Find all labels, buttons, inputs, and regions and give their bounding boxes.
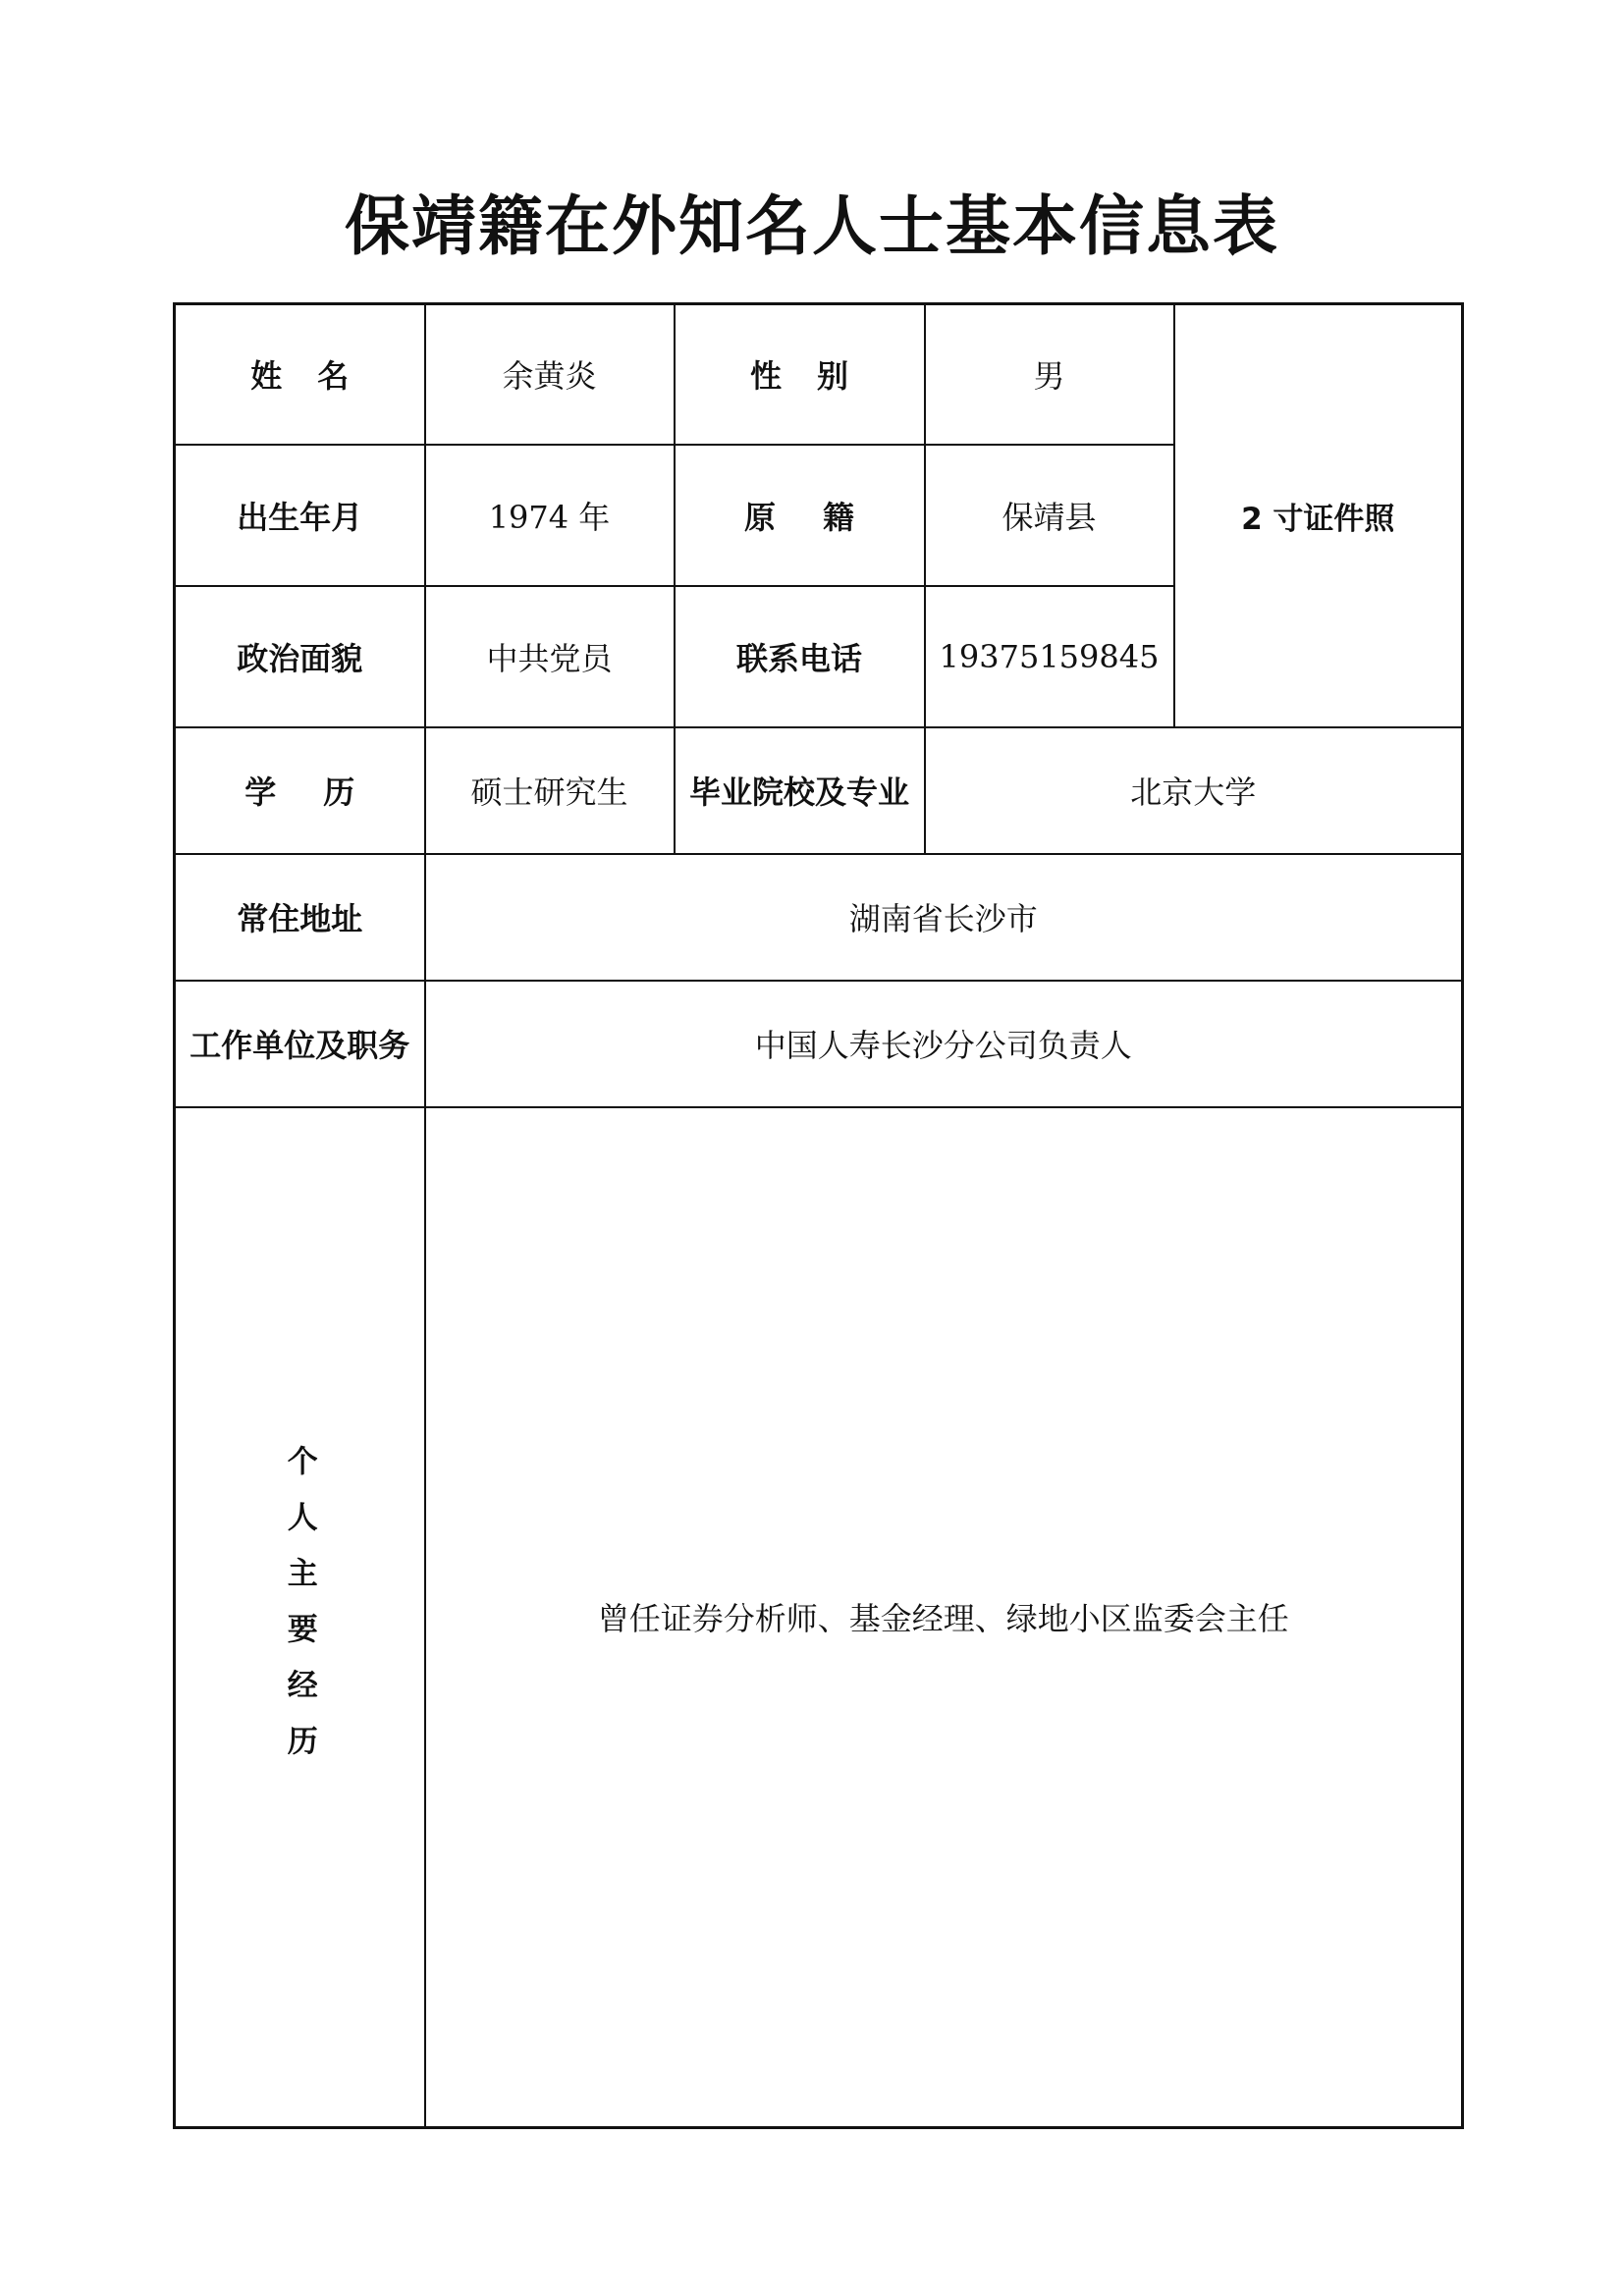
table-row: [175, 981, 1463, 1107]
origin-label: 原籍: [743, 498, 901, 536]
birth-value-cell: [425, 445, 675, 586]
phone-value-cell: [925, 586, 1174, 727]
origin-value-cell: [925, 445, 1174, 586]
gender-label: 性别: [749, 357, 884, 396]
work-value: 中国人寿长沙分公司负责人: [754, 1027, 1132, 1064]
table-row: [175, 1107, 1463, 2128]
name-label: 姓名: [250, 357, 385, 396]
education-label: 学历: [244, 774, 403, 811]
address-label: 常住地址: [237, 900, 363, 937]
address-value-cell: [425, 854, 1463, 981]
school-label: 毕业院校及专业: [688, 774, 909, 811]
name-value-cell: [425, 304, 675, 445]
gender-value: 男: [1033, 357, 1065, 396]
experience-label-cell: [175, 1107, 425, 2128]
school-value-cell: [925, 727, 1463, 854]
table-row: [175, 727, 1463, 854]
political-value: 中共党员: [486, 639, 613, 677]
photo-cell: [1174, 304, 1463, 727]
experience-value-cell: [425, 1107, 1463, 2128]
work-label-cell: [175, 981, 425, 1107]
origin-value: 保靖县: [1001, 498, 1097, 536]
name-label-cell: [175, 304, 425, 445]
phone-value: 19375159845: [939, 637, 1160, 675]
education-label-cell: [175, 727, 425, 854]
birth-label: 出生年月: [237, 498, 363, 536]
education-value: 硕士研究生: [470, 774, 628, 811]
table-row: [175, 304, 1463, 445]
info-table: [173, 302, 1464, 2129]
political-value-cell: [425, 586, 675, 727]
address-value: 湖南省长沙市: [848, 900, 1038, 937]
gender-label-cell: [675, 304, 925, 445]
birth-value: 1974 年: [488, 498, 611, 536]
school-label-cell: [675, 727, 925, 854]
work-label: 工作单位及职务: [189, 1027, 410, 1064]
work-value-cell: [425, 981, 1463, 1107]
phone-label: 联系电话: [735, 639, 862, 677]
name-value: 余黄炎: [502, 357, 597, 396]
gender-value-cell: [925, 304, 1174, 445]
education-value-cell: [425, 727, 675, 854]
address-label-cell: [175, 854, 425, 981]
page-title: 保靖籍在外知名人士基本信息表: [345, 187, 1279, 264]
experience-label: 个人主要经历: [281, 1445, 317, 1782]
phone-label-cell: [675, 586, 925, 727]
political-label-cell: [175, 586, 425, 727]
school-value: 北京大学: [1130, 774, 1257, 811]
experience-value: 曾任证券分析师、基金经理、绿地小区监委会主任: [597, 1600, 1289, 1638]
photo-label: 2 寸证件照: [1241, 501, 1395, 537]
political-label: 政治面貌: [237, 639, 363, 677]
origin-label-cell: [675, 445, 925, 586]
birth-label-cell: [175, 445, 425, 586]
table-row: [175, 854, 1463, 981]
